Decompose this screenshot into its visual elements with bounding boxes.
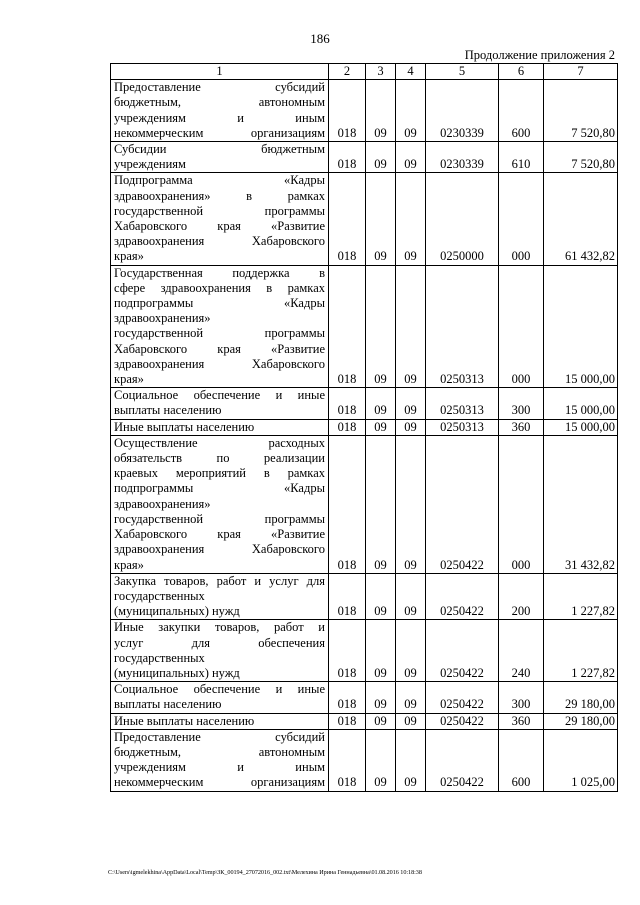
row-name-line: государственной программы <box>114 203 325 218</box>
amount-cell: 15 000,00 <box>544 388 618 419</box>
column-header: 6 <box>499 64 544 80</box>
code-subchapter-cell: 09 <box>396 682 426 713</box>
amount-cell: 15 000,00 <box>544 265 618 388</box>
table-row <box>111 713 618 729</box>
row-name-cell <box>111 80 329 142</box>
row-name-cell <box>111 573 329 620</box>
expense-type-cell: 300 <box>499 388 544 419</box>
code-section-cell: 018 <box>329 729 366 791</box>
amount-cell: 7 520,80 <box>544 142 618 173</box>
row-name-cell <box>111 713 329 729</box>
row-name-cell <box>111 620 329 682</box>
row-name-line: здравоохранения Хабаровского <box>114 542 325 557</box>
table-row <box>111 682 618 713</box>
code-section-cell: 018 <box>329 142 366 173</box>
budget-table <box>110 63 618 792</box>
amount-cell: 29 180,00 <box>544 713 618 729</box>
code-subchapter-cell: 09 <box>396 620 426 682</box>
column-header: 5 <box>426 64 499 80</box>
code-chapter-cell: 09 <box>366 713 396 729</box>
row-name-line: (муниципальных) нужд <box>114 604 240 619</box>
row-name-line: края» <box>114 249 144 264</box>
row-name-line: Предоставление субсидий <box>114 80 325 95</box>
row-name-line: подпрограммы «Кадры <box>114 296 325 311</box>
target-item-cell: 0250313 <box>426 388 499 419</box>
table-row <box>111 173 618 265</box>
target-item-cell: 0250000 <box>426 173 499 265</box>
row-name-cell <box>111 265 329 388</box>
code-chapter-cell: 09 <box>366 80 396 142</box>
row-name-cell <box>111 142 329 173</box>
table-row <box>111 265 618 388</box>
row-name-line: Социальное обеспечение и иные <box>114 682 325 697</box>
amount-cell: 7 520,80 <box>544 80 618 142</box>
row-name-line: услуг для обеспечения <box>114 635 325 650</box>
row-name-line: государственных <box>114 588 205 603</box>
target-item-cell: 0230339 <box>426 142 499 173</box>
expense-type-cell: 240 <box>499 620 544 682</box>
expense-type-cell: 610 <box>499 142 544 173</box>
target-item-cell: 0250422 <box>426 573 499 620</box>
file-path-footer: C:\Users\igmelekhina\AppData\Local\Temp\ЗК_00194_27072016_002.txt\Мелехина Ирина Геннадьевна\01.08.2016 10:18:38 <box>108 869 422 876</box>
row-name-line: здравоохранения» <box>114 496 211 511</box>
expense-type-cell: 000 <box>499 435 544 573</box>
code-chapter-cell: 09 <box>366 265 396 388</box>
table-row <box>111 573 618 620</box>
code-subchapter-cell: 09 <box>396 729 426 791</box>
row-name-cell <box>111 388 329 419</box>
target-item-cell: 0250313 <box>426 265 499 388</box>
row-name-line: здравоохранения Хабаровского <box>114 234 325 249</box>
amount-cell: 1 227,82 <box>544 620 618 682</box>
row-name-line: государственных <box>114 650 205 665</box>
expense-type-cell: 200 <box>499 573 544 620</box>
continuation-caption: Продолжение приложения 2 <box>464 48 615 62</box>
code-subchapter-cell: 09 <box>396 142 426 173</box>
row-name-line: некоммерческим организациям <box>114 125 325 140</box>
row-name-cell <box>111 435 329 573</box>
code-subchapter-cell: 09 <box>396 573 426 620</box>
code-chapter-cell: 09 <box>366 682 396 713</box>
code-section-cell: 018 <box>329 435 366 573</box>
row-name-line: (муниципальных) нужд <box>114 665 240 680</box>
code-section-cell: 018 <box>329 173 366 265</box>
row-name-line: Социальное обеспечение и иные <box>114 388 325 403</box>
row-name-line: здравоохранения» в рамках <box>114 188 325 203</box>
target-item-cell: 0250422 <box>426 729 499 791</box>
row-name-line: Иные выплаты населению <box>114 713 255 728</box>
row-name-line: учреждениям и иным <box>114 110 325 125</box>
table-row <box>111 142 618 173</box>
code-chapter-cell: 09 <box>366 173 396 265</box>
row-name-line: Субсидии бюджетным <box>114 142 325 157</box>
row-name-line: сфере здравоохранения в рамках <box>114 280 325 295</box>
code-chapter-cell: 09 <box>366 388 396 419</box>
amount-cell: 29 180,00 <box>544 682 618 713</box>
row-name-line: здравоохранения Хабаровского <box>114 356 325 371</box>
row-name-line: Хабаровского края «Развитие <box>114 219 325 234</box>
column-header: 4 <box>396 64 426 80</box>
code-section-cell: 018 <box>329 388 366 419</box>
row-name-line: бюджетным, автономным <box>114 95 325 110</box>
code-subchapter-cell: 09 <box>396 713 426 729</box>
row-name-line: учреждениям и иным <box>114 760 325 775</box>
expense-type-cell: 360 <box>499 419 544 435</box>
row-name-line: Иные закупки товаров, работ и <box>114 620 325 635</box>
table-row <box>111 419 618 435</box>
amount-cell: 31 432,82 <box>544 435 618 573</box>
expense-type-cell: 360 <box>499 713 544 729</box>
target-item-cell: 0250422 <box>426 682 499 713</box>
code-section-cell: 018 <box>329 682 366 713</box>
expense-type-cell: 000 <box>499 265 544 388</box>
target-item-cell: 0250422 <box>426 620 499 682</box>
row-name-cell <box>111 729 329 791</box>
row-name-line: Хабаровского края «Развитие <box>114 527 325 542</box>
row-name-cell <box>111 419 329 435</box>
amount-cell: 15 000,00 <box>544 419 618 435</box>
table-row <box>111 388 618 419</box>
code-chapter-cell: 09 <box>366 419 396 435</box>
row-name-line: Осуществление расходных <box>114 435 325 450</box>
code-chapter-cell: 09 <box>366 573 396 620</box>
code-chapter-cell: 09 <box>366 729 396 791</box>
row-name-line: обязательств по реализации <box>114 451 325 466</box>
expense-type-cell: 600 <box>499 729 544 791</box>
row-name-cell <box>111 173 329 265</box>
row-name-line: государственной программы <box>114 326 325 341</box>
code-subchapter-cell: 09 <box>396 435 426 573</box>
row-name-line: края» <box>114 557 144 572</box>
header-row <box>111 64 618 80</box>
row-name-line: Закупка товаров, работ и услуг для <box>114 573 325 588</box>
table-row <box>111 729 618 791</box>
row-name-line: краевых мероприятий в рамках <box>114 466 325 481</box>
table-row <box>111 620 618 682</box>
code-subchapter-cell: 09 <box>396 80 426 142</box>
row-name-line: Государственная поддержка в <box>114 265 325 280</box>
code-section-cell: 018 <box>329 419 366 435</box>
column-header: 3 <box>366 64 396 80</box>
code-subchapter-cell: 09 <box>396 388 426 419</box>
row-name-line: некоммерческим организациям <box>114 775 325 790</box>
row-name-line: государственной программы <box>114 511 325 526</box>
row-name-line: края» <box>114 372 144 387</box>
code-section-cell: 018 <box>329 620 366 682</box>
target-item-cell: 0250422 <box>426 435 499 573</box>
expense-type-cell: 300 <box>499 682 544 713</box>
row-name-line: Хабаровского края «Развитие <box>114 341 325 356</box>
page-number: 186 <box>310 31 330 46</box>
code-subchapter-cell: 09 <box>396 173 426 265</box>
table-row <box>111 80 618 142</box>
row-name-cell <box>111 682 329 713</box>
expense-type-cell: 600 <box>499 80 544 142</box>
row-name-line: выплаты населению <box>114 697 222 712</box>
code-section-cell: 018 <box>329 573 366 620</box>
row-name-line: учреждениям <box>114 157 186 172</box>
code-chapter-cell: 09 <box>366 435 396 573</box>
target-item-cell: 0250313 <box>426 419 499 435</box>
code-chapter-cell: 09 <box>366 620 396 682</box>
row-name-line: бюджетным, автономным <box>114 744 325 759</box>
amount-cell: 1 227,82 <box>544 573 618 620</box>
code-subchapter-cell: 09 <box>396 419 426 435</box>
row-name-line: выплаты населению <box>114 403 222 418</box>
target-item-cell: 0250422 <box>426 713 499 729</box>
code-subchapter-cell: 09 <box>396 265 426 388</box>
target-item-cell: 0230339 <box>426 80 499 142</box>
column-header: 7 <box>544 64 618 80</box>
row-name-line: здравоохранения» <box>114 311 211 326</box>
row-name-line: Иные выплаты населению <box>114 419 255 434</box>
row-name-line: подпрограммы «Кадры <box>114 481 325 496</box>
code-section-cell: 018 <box>329 265 366 388</box>
code-chapter-cell: 09 <box>366 142 396 173</box>
column-header: 2 <box>329 64 366 80</box>
table-row <box>111 435 618 573</box>
amount-cell: 1 025,00 <box>544 729 618 791</box>
code-section-cell: 018 <box>329 713 366 729</box>
expense-type-cell: 000 <box>499 173 544 265</box>
column-header: 1 <box>111 64 329 80</box>
amount-cell: 61 432,82 <box>544 173 618 265</box>
code-section-cell: 018 <box>329 80 366 142</box>
row-name-line: Подпрограмма «Кадры <box>114 173 325 188</box>
row-name-line: Предоставление субсидий <box>114 729 325 744</box>
